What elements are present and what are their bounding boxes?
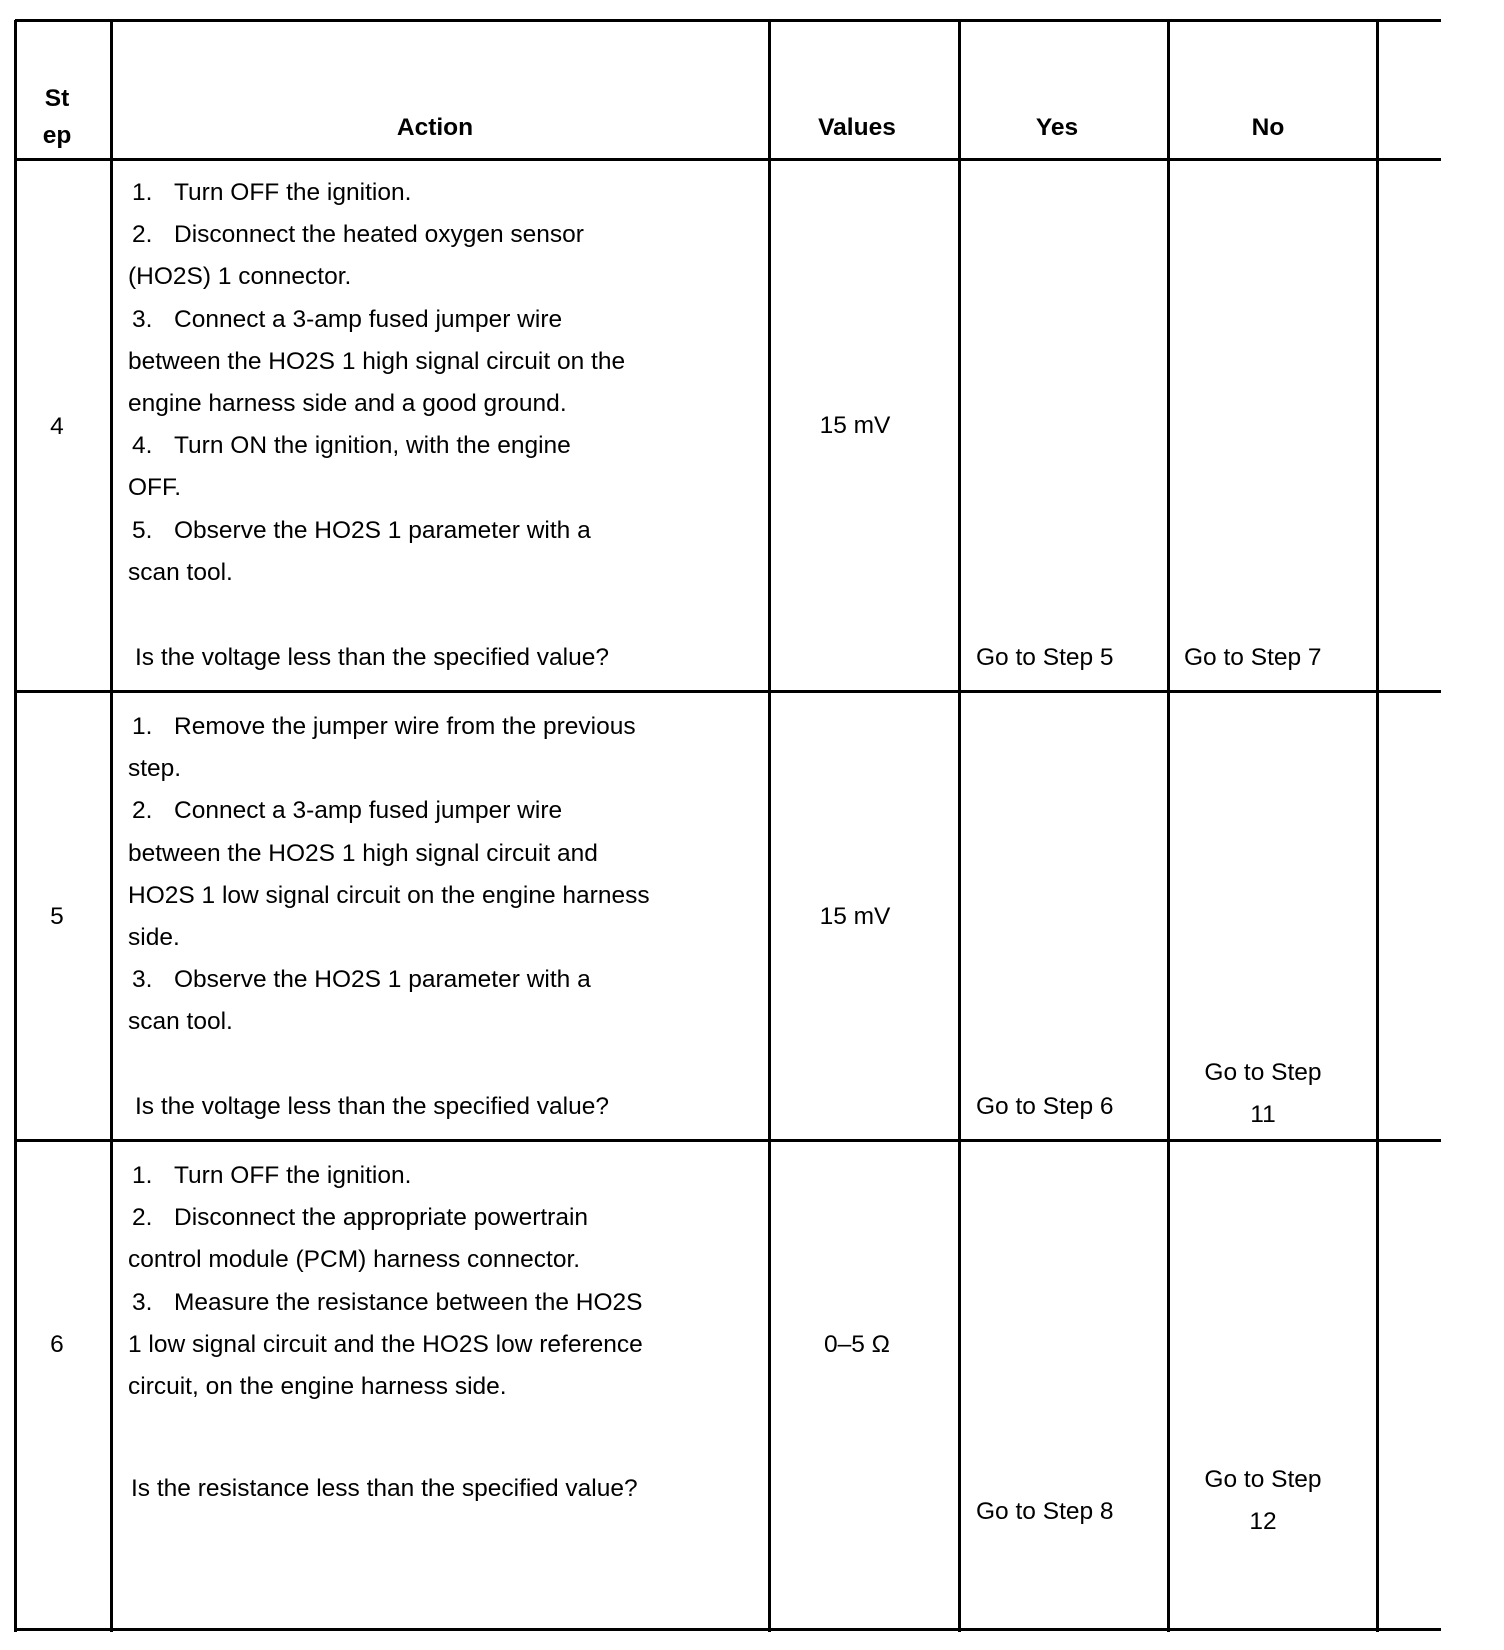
step-text: between the HO2S 1 high signal circuit and [128, 839, 598, 867]
step-text: step. [128, 755, 182, 783]
yes-result: Go to Step 8 [976, 1498, 1114, 1525]
action-step [128, 1155, 643, 1197]
step-text: Disconnect the heated oxygen sensor [174, 221, 584, 249]
no-result [1204, 1052, 1321, 1136]
spec-value: 15 mV [819, 412, 891, 439]
no-result-line: Go to Step [1204, 1466, 1322, 1493]
action-step [128, 1197, 643, 1239]
step-text: between the HO2S 1 high signal circuit on the [128, 347, 626, 375]
step-number: 4 [50, 413, 64, 440]
step-text: Measure the resistance between the HO2S [174, 1288, 643, 1316]
step-index: 3. [132, 966, 153, 994]
step-text: Connect a 3-amp fused jumper wire [174, 305, 563, 333]
action-steps [128, 1155, 643, 1408]
action-step [128, 425, 625, 467]
action-step-continued [128, 552, 625, 594]
step-text: Observe the HO2S 1 parameter with a [174, 966, 591, 994]
step-text: Turn OFF the ignition. [174, 179, 412, 206]
action-step [128, 299, 625, 341]
column-divider [958, 20, 961, 1632]
action-step-continued [128, 1366, 643, 1408]
column-divider [768, 20, 771, 1632]
header-action: Action [396, 114, 474, 141]
action-step [128, 959, 650, 1001]
header-step-line2: ep [42, 122, 72, 149]
action-step-continued [128, 833, 650, 875]
step-index: 1. [132, 179, 153, 206]
header-yes: Yes [1035, 114, 1079, 141]
spec-value: 15 mV [819, 903, 891, 930]
action-step-continued [128, 467, 625, 509]
step-text: Turn OFF the ignition. [174, 1162, 412, 1189]
action-step-continued [128, 748, 650, 790]
step-index: 2. [132, 1204, 153, 1232]
step-text: HO2S 1 low signal circuit on the engine harness [128, 881, 650, 909]
no-result-line: 12 [1249, 1508, 1277, 1535]
step-text: Remove the jumper wire from the previous [174, 713, 636, 740]
step-text: 1 low signal circuit and the HO2S low reference [128, 1330, 643, 1358]
row-divider [15, 690, 1441, 693]
step-text: circuit, on the engine harness side. [128, 1373, 507, 1401]
row-divider [15, 1139, 1441, 1142]
table-border-right [1376, 20, 1379, 1632]
action-step [128, 1282, 643, 1324]
action-step [128, 214, 625, 256]
no-result: Go to Step 7 [1184, 644, 1322, 671]
action-step-continued [128, 1239, 643, 1281]
step-text: Connect a 3-amp fused jumper wire [174, 797, 563, 825]
action-steps [128, 706, 650, 1044]
step-text: engine harness side and a good ground. [128, 390, 567, 418]
action-step-continued [128, 256, 625, 298]
header-step-line1: St [44, 85, 70, 112]
column-divider [1167, 20, 1170, 1632]
step-index: 5. [132, 516, 153, 544]
header-step [43, 80, 72, 154]
table-border-left [14, 20, 17, 1632]
step-index: 3. [132, 1288, 153, 1316]
action-step-continued [128, 875, 650, 917]
step-text: scan tool. [128, 1008, 233, 1036]
table-border-bottom [15, 1628, 1441, 1631]
step-index: 2. [132, 797, 153, 825]
action-step-continued [128, 917, 650, 959]
action-step [128, 510, 625, 552]
step-text: side. [128, 924, 180, 952]
column-divider [110, 20, 113, 1632]
step-text: Observe the HO2S 1 parameter with a [174, 516, 591, 544]
step-index: 2. [132, 221, 153, 249]
action-step-continued [128, 1324, 643, 1366]
yes-result: Go to Step 5 [976, 644, 1114, 671]
table-border-top [15, 19, 1441, 22]
no-result-line: 11 [1250, 1101, 1276, 1128]
no-result-line: Go to Step [1204, 1059, 1322, 1086]
action-question: Is the voltage less than the specified value? [135, 1093, 609, 1120]
action-step-continued [128, 1001, 650, 1043]
step-number: 6 [50, 1331, 64, 1358]
step-text: OFF. [128, 474, 182, 502]
step-text: scan tool. [128, 558, 233, 586]
spec-value: 0–5 Ω [824, 1331, 890, 1358]
no-result [1204, 1459, 1321, 1543]
step-index: 4. [132, 432, 153, 460]
header-divider [15, 158, 1441, 161]
step-number: 5 [50, 903, 64, 930]
action-step [128, 706, 650, 748]
action-question: Is the voltage less than the specified value? [135, 644, 609, 671]
header-values: Values [818, 114, 896, 141]
step-index: 3. [132, 305, 153, 333]
action-step-continued [128, 383, 625, 425]
header-no: No [1251, 114, 1285, 141]
step-text: Disconnect the appropriate powertrain [174, 1204, 589, 1232]
action-step [128, 790, 650, 832]
step-text: control module (PCM) harness connector. [128, 1246, 581, 1274]
step-index: 1. [132, 1162, 153, 1189]
action-step-continued [128, 341, 625, 383]
action-step [128, 172, 625, 214]
action-steps [128, 172, 625, 594]
step-text: Turn ON the ignition, with the engine [174, 432, 571, 460]
action-question: Is the resistance less than the specified value? [131, 1475, 638, 1502]
step-text: (HO2S) 1 connector. [128, 263, 352, 291]
yes-result: Go to Step 6 [976, 1093, 1114, 1120]
step-index: 1. [132, 713, 153, 740]
